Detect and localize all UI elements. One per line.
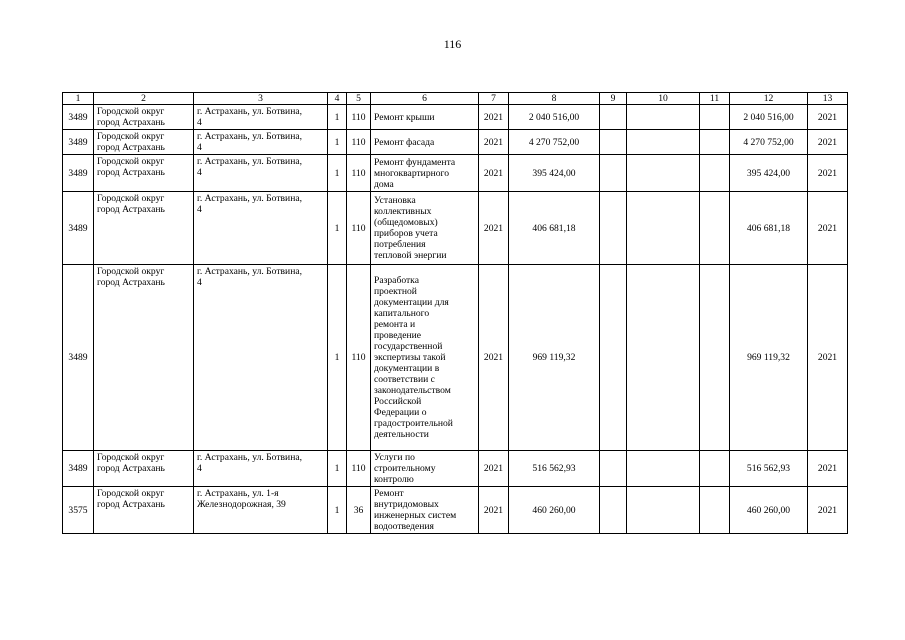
cell-work-type: Ремонт фундамента многоквартирного дома [371, 155, 479, 192]
cell-column-4: 1 [328, 155, 347, 192]
cell-column-5: 110 [347, 130, 371, 155]
cell-completion-year: 2021 [808, 487, 848, 534]
cell-completion-year: 2021 [808, 265, 848, 451]
cell-column-11 [700, 451, 730, 487]
cell-address: г. Астрахань, ул. Ботвина, 4 [194, 155, 328, 192]
column-header-13: 13 [808, 93, 848, 105]
cell-column-10 [627, 130, 700, 155]
cell-column-11 [700, 192, 730, 265]
cell-column-10 [627, 265, 700, 451]
cell-address: г. Астрахань, ул. Ботвина, 4 [194, 105, 328, 130]
table-row [63, 155, 848, 192]
cell-cost: 969 119,32 [509, 265, 600, 451]
table-row [63, 130, 848, 155]
cell-column-10 [627, 192, 700, 265]
cell-work-type: Разработка проектной документации для капитального ремонта и проведение государственной экспертизы такой документации в соответствии с законодательством Российской Федерации о градостроительной деятельности [371, 265, 479, 451]
cell-row-number: 3489 [63, 265, 94, 451]
cell-municipality: Городской округ город Астрахань [94, 451, 194, 487]
cell-year: 2021 [479, 487, 509, 534]
cell-column-9 [600, 155, 627, 192]
cell-row-number: 3489 [63, 451, 94, 487]
cell-column-11 [700, 105, 730, 130]
table-row [63, 105, 848, 130]
column-header-8: 8 [509, 93, 600, 105]
column-header-2: 2 [94, 93, 194, 105]
column-header-7: 7 [479, 93, 509, 105]
cell-completion-year: 2021 [808, 451, 848, 487]
column-header-5: 5 [347, 93, 371, 105]
cell-municipality: Городской округ город Астрахань [94, 130, 194, 155]
cell-year: 2021 [479, 130, 509, 155]
cell-completion-year: 2021 [808, 155, 848, 192]
column-header-3: 3 [194, 93, 328, 105]
cell-total-cost: 4 270 752,00 [730, 130, 808, 155]
cell-column-5: 36 [347, 487, 371, 534]
cell-work-type: Установка коллективных (общедомовых) приборов учета потребления тепловой энергии [371, 192, 479, 265]
cell-cost: 2 040 516,00 [509, 105, 600, 130]
cell-work-type: Ремонт фасада [371, 130, 479, 155]
cell-total-cost: 516 562,93 [730, 451, 808, 487]
cell-address: г. Астрахань, ул. Ботвина, 4 [194, 451, 328, 487]
column-header-6: 6 [371, 93, 479, 105]
cell-column-9 [600, 265, 627, 451]
page-number: 116 [443, 37, 462, 51]
cell-completion-year: 2021 [808, 130, 848, 155]
cell-column-4: 1 [328, 130, 347, 155]
cell-total-cost: 460 260,00 [730, 487, 808, 534]
cell-year: 2021 [479, 451, 509, 487]
cell-cost: 395 424,00 [509, 155, 600, 192]
table-row [63, 451, 848, 487]
cell-municipality: Городской округ город Астрахань [94, 487, 194, 534]
cell-column-5: 110 [347, 105, 371, 130]
cell-column-11 [700, 265, 730, 451]
cell-total-cost: 2 040 516,00 [730, 105, 808, 130]
cell-column-9 [600, 192, 627, 265]
column-header-11: 11 [700, 93, 730, 105]
cell-column-4: 1 [328, 265, 347, 451]
cell-column-10 [627, 451, 700, 487]
cell-address: г. Астрахань, ул. 1-я Железнодорожная, 39 [194, 487, 328, 534]
cell-total-cost: 406 681,18 [730, 192, 808, 265]
cell-row-number: 3489 [63, 192, 94, 265]
cell-total-cost: 395 424,00 [730, 155, 808, 192]
cell-total-cost: 969 119,32 [730, 265, 808, 451]
table-row [63, 487, 848, 534]
header-row [63, 93, 848, 105]
cell-address: г. Астрахань, ул. Ботвина, 4 [194, 192, 328, 265]
column-header-4: 4 [328, 93, 347, 105]
cell-column-11 [700, 130, 730, 155]
cell-column-11 [700, 155, 730, 192]
column-header-12: 12 [730, 93, 808, 105]
cell-column-5: 110 [347, 451, 371, 487]
cell-row-number: 3489 [63, 105, 94, 130]
cell-year: 2021 [479, 155, 509, 192]
cell-column-5: 110 [347, 265, 371, 451]
cell-work-type: Ремонт внутридомовых инженерных систем водоотведения [371, 487, 479, 534]
cell-column-11 [700, 487, 730, 534]
column-header-10: 10 [627, 93, 700, 105]
cell-municipality: Городской округ город Астрахань [94, 265, 194, 451]
cell-row-number: 3575 [63, 487, 94, 534]
cell-column-4: 1 [328, 192, 347, 265]
table-row [63, 192, 848, 265]
cell-municipality: Городской округ город Астрахань [94, 192, 194, 265]
cell-column-9 [600, 487, 627, 534]
cell-column-9 [600, 130, 627, 155]
cell-cost: 4 270 752,00 [509, 130, 600, 155]
cell-work-type: Ремонт крыши [371, 105, 479, 130]
cell-cost: 406 681,18 [509, 192, 600, 265]
cell-column-10 [627, 155, 700, 192]
cell-column-9 [600, 451, 627, 487]
cell-address: г. Астрахань, ул. Ботвина, 4 [194, 130, 328, 155]
cell-column-10 [627, 487, 700, 534]
cell-year: 2021 [479, 105, 509, 130]
cell-municipality: Городской округ город Астрахань [94, 155, 194, 192]
column-header-1: 1 [63, 93, 94, 105]
cell-column-4: 1 [328, 451, 347, 487]
cell-column-5: 110 [347, 155, 371, 192]
cell-work-type: Услуги по строительному контролю [371, 451, 479, 487]
cell-row-number: 3489 [63, 155, 94, 192]
cell-column-4: 1 [328, 105, 347, 130]
cell-cost: 460 260,00 [509, 487, 600, 534]
cell-cost: 516 562,93 [509, 451, 600, 487]
capital-repair-table [62, 92, 848, 534]
cell-row-number: 3489 [63, 130, 94, 155]
cell-year: 2021 [479, 192, 509, 265]
cell-column-4: 1 [328, 487, 347, 534]
table-row [63, 265, 848, 451]
cell-municipality: Городской округ город Астрахань [94, 105, 194, 130]
cell-year: 2021 [479, 265, 509, 451]
table-body [63, 105, 848, 534]
cell-column-5: 110 [347, 192, 371, 265]
cell-completion-year: 2021 [808, 105, 848, 130]
column-header-9: 9 [600, 93, 627, 105]
cell-column-10 [627, 105, 700, 130]
cell-completion-year: 2021 [808, 192, 848, 265]
cell-column-9 [600, 105, 627, 130]
cell-address: г. Астрахань, ул. Ботвина, 4 [194, 265, 328, 451]
